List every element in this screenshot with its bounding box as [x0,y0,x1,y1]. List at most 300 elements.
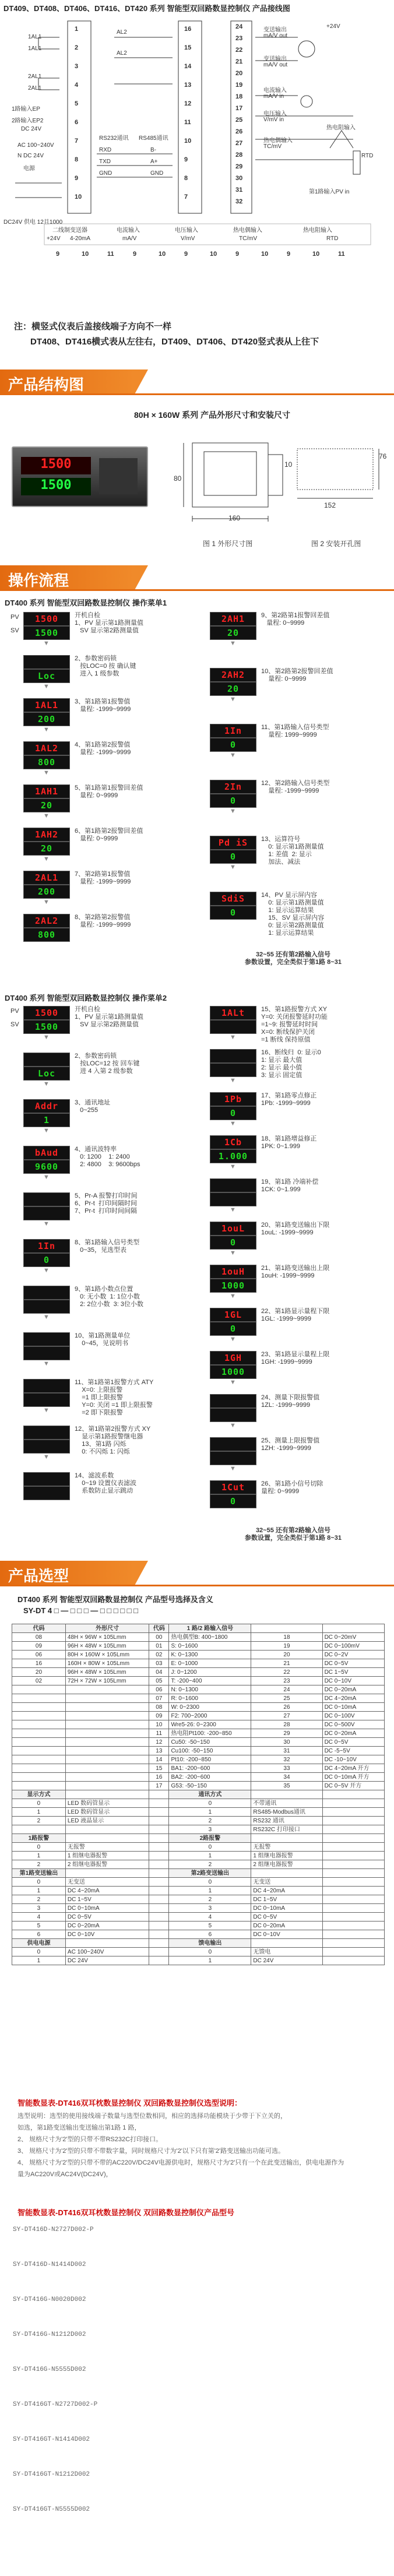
label-2al1-a: 2AL1 [28,73,42,80]
table-row [12,1624,385,1633]
table-cell: DC 1~5V [322,1668,384,1677]
table-cell: 4 [12,1913,66,1922]
lcd-lower: 20 [23,798,70,812]
table-cell [12,1764,66,1773]
terminal-number: 10 [159,251,166,258]
table-cell [322,1860,384,1869]
terminal-number: 10 [184,138,192,145]
sig-4-20ma: 4-20mA [70,235,91,242]
table-cell [12,1782,66,1790]
step-arrow: ▼ [43,856,50,863]
table-cell: DC 0~5V [65,1913,149,1922]
menu-step-text: 12、第1路第2报警方式 XY 显示第1路报警继电器 13、第1路 闪烁 0: 不闪烁 1: 闪烁 [75,1426,151,1455]
menu-step-text: 23、第1路显示量程上限 1GH: -1999~9999 [261,1351,330,1366]
table-cell: 14 [149,1755,169,1764]
table-cell: 无报警 [65,1843,149,1852]
table-cell [65,1773,149,1782]
table-cell: R: 0~1600 [169,1694,251,1703]
label-input-ep2: 2路输入EP2 [12,118,44,124]
terminal-number: 11 [107,251,114,258]
table-row [12,1799,385,1808]
table-cell [149,1948,169,1956]
table-cell: 07 [149,1694,169,1703]
model-item[interactable]: SY-DT416GT-N1212D002 [13,2471,90,2478]
lcd-upper: 2In [210,780,256,794]
model-item[interactable]: SY-DT416D-N1414D002 [13,2261,86,2268]
lcd-upper: 1500 [23,1006,70,1020]
table-cell [149,1834,169,1843]
lcd-lower: 800 [23,755,70,769]
menu-step-text: 18、第1路增益修正 1PK: 0~1.999 [261,1135,317,1150]
lcd-upper: 2AH1 [210,612,256,626]
table-cell: 25 [251,1694,322,1703]
lcd-upper: Pd iS [210,836,256,850]
table-cell [149,1956,169,1965]
terminal-number: 11 [184,119,191,126]
table-row [12,1869,385,1878]
table-cell [12,1694,66,1703]
step-arrow: ▼ [43,1267,50,1274]
pv-label: PV [10,614,19,621]
table-cell: 2路报警 [169,1834,251,1843]
terminal-number: 14 [184,63,192,70]
terminal-number: 9 [184,156,188,163]
menu-step-text: 10、第2路第2报警回差值 量程: 0~9999 [261,668,333,682]
lcd-lower: 1000 [210,1365,256,1379]
terminal-number: 3 [75,63,79,70]
table-row [12,1764,385,1773]
menu-step-text: 6、第1路第2报警回差值 量程: 0~9999 [75,828,143,842]
lcd-upper: 1Cb [210,1135,256,1149]
table-cell [149,1922,169,1930]
table-cell: 32 [251,1755,322,1764]
table-row [12,1913,385,1922]
terminal-number: 10 [75,193,82,200]
cutout-drawing [291,431,391,548]
table-cell [322,1799,384,1808]
sig-rtd: RTD [326,235,339,242]
terminal-number: 11 [338,251,345,258]
table-cell: 1 组继电器报警 [251,1852,322,1860]
menu-step-text: 开机自检 1、PV 显示第1路测量值 SV 显示第2路测量值 [75,1006,143,1028]
table-cell: 无变送 [251,1878,322,1887]
table-cell: 无馈电 [251,1948,322,1956]
table-cell: 第2路变送输出 [169,1869,251,1878]
table-cell [65,1825,149,1834]
lcd-lower [210,1192,256,1206]
table-row [12,1817,385,1825]
label-tc-in: 热电偶输入 [263,138,293,144]
table-cell: DC -10~10V [322,1755,384,1764]
label-rxd: RXD [99,147,112,153]
label-dc24v: DC 24V [21,126,42,132]
table-cell: 4 [169,1913,251,1922]
table-cell: DC 0~5V [322,1659,384,1668]
terminal-number: 30 [235,175,243,182]
table-cell: DC 0~20mA [322,1685,384,1694]
label-al2-a: AL2 [117,29,127,36]
table-row [12,1825,385,1834]
table-cell: 29 [251,1729,322,1738]
menu-step-text: 9、第2路第1报警回差值 量程: 0~9999 [261,612,330,627]
table-row [12,1948,385,1956]
table-cell: 35 [251,1782,322,1790]
table-cell: DC 0~100V [322,1712,384,1720]
terminal-number: 10 [312,251,320,258]
table-cell: 06 [149,1685,169,1694]
lcd-upper: 1AH2 [23,828,70,842]
table-row [12,1685,385,1694]
table-cell: 无变送 [65,1878,149,1887]
terminal-number: 28 [235,152,243,159]
label-dc24v-supply: DC24V 供电 12且1000 [3,219,63,226]
table-row [12,1668,385,1677]
table-cell [251,1939,322,1948]
table-cell [322,1852,384,1860]
lcd-upper: 1GL [210,1308,256,1322]
table-cell: 13 [149,1747,169,1755]
menu-step-text: 2、参数密码锁 按LOC=12 按 回车键 进 4 入第 2 级参数 [75,1053,140,1075]
table-cell [65,1869,149,1878]
table-row [12,1922,385,1930]
table-row [12,1808,385,1817]
terminal-number: 7 [75,138,79,145]
label-rs485: RS485通讯 [139,135,168,142]
table-cell: 1 [169,1852,251,1860]
table-cell [322,1895,384,1904]
table-cell: 28 [251,1720,322,1729]
table-cell: DC 0~10V [251,1930,322,1939]
table-cell: 6 [12,1930,66,1939]
table-cell: LED 液晶显示 [65,1817,149,1825]
terminal-number: 22 [235,47,243,54]
type-tc: 热电偶输入 [233,227,262,234]
lcd-lower: Loc [23,1067,70,1081]
spec-line: 量为AC220V或AC24V(DC24V)， [17,2171,112,2178]
table-cell: 18 [251,1633,322,1642]
table-cell [251,1869,322,1878]
table-cell: DC 0~100mV [322,1642,384,1651]
sig-v-mv: V/mV [181,235,195,242]
type-2wire: 二线制变送器 [52,227,87,234]
structure-section-bar [0,369,394,395]
terminal-number: 29 [235,163,243,170]
model-item[interactable]: SY-DT416D-N2727D002-P [13,2226,94,2233]
model-item[interactable]: SY-DT416G-N0020D002 [13,2296,86,2303]
table-row [12,1852,385,1860]
table-cell [149,1860,169,1869]
table-cell: DC 0~20mA [251,1922,322,1930]
table-cell: BA2: -200~600 [169,1773,251,1782]
table-cell: 馈电输出 [169,1939,251,1948]
table-cell [65,1712,149,1720]
table-cell: 不带通讯 [251,1799,322,1808]
table-cell: 05 [149,1677,169,1685]
table-cell: 96H × 48W × 105Lmm [65,1642,149,1651]
lcd-lower: 9600 [23,1160,70,1174]
terminal-number: 2 [75,44,79,51]
table-cell [322,1624,384,1633]
step-arrow: ▼ [230,864,236,871]
table-cell: 1 [169,1956,251,1965]
table-cell [12,1712,66,1720]
table-cell: 2 [12,1817,66,1825]
table-cell: 20 [251,1651,322,1659]
outline-drawing [175,431,303,548]
table-cell: 30 [251,1738,322,1747]
lcd-upper: 1500 [23,612,70,626]
terminal-number: 13 [184,82,192,89]
label-gnd-a: GND [99,170,112,177]
table-cell [12,1825,66,1834]
table-cell: 无报警 [251,1843,322,1852]
table-cell [12,1720,66,1729]
table-cell: 代码 [12,1624,66,1633]
table-cell: 外形尺寸 [65,1624,149,1633]
table-row [12,1659,385,1668]
menu-step-text: 24、测量下限报警值 1ZL: -1999~9999 [261,1394,320,1409]
table-row [12,1790,385,1799]
table-cell: 通讯方式 [169,1790,251,1799]
table-cell [12,1755,66,1764]
label-tc-mv: TC/mV [263,143,282,150]
table-cell [12,1773,66,1782]
table-cell: LED 数码管显示 [65,1799,149,1808]
label-current-in: 电流输入 [263,87,287,94]
table-row [12,1677,385,1685]
table-cell: 19 [251,1642,322,1651]
label-voltage-in: 电压输入 [263,111,287,117]
table-row [12,1930,385,1939]
table-cell: DC 0~10mA [251,1904,322,1913]
table-cell [322,1878,384,1887]
model-item[interactable]: SY-DT416GT-N1414D002 [13,2436,90,2443]
flow2-footer: 32~55 还有第2路输入信号 参数设置，完全类似于第1路 8~31 [245,1527,342,1542]
table-row [12,1895,385,1904]
flow1-footer: 32~55 还有第2路输入信号 参数设置，完全类似于第1路 8~31 [245,951,342,966]
table-cell [149,1808,169,1817]
table-cell: DC 0~5V 开方 [322,1782,384,1790]
step-arrow: ▼ [43,1360,50,1367]
step-arrow: ▼ [230,640,236,647]
table-cell [322,1808,384,1817]
table-cell: 0 [12,1843,66,1852]
table-cell: DC 0~10mA [322,1703,384,1712]
model-item[interactable]: SY-DT416G-N5555D002 [13,2366,86,2373]
table-cell: DC 0~2V [322,1651,384,1659]
table-cell: 27 [251,1712,322,1720]
terminal-number: 1 [75,26,79,33]
label-b-minus: B- [150,147,156,153]
lcd-upper [23,1053,70,1067]
table-cell: 72H × 72W × 105Lmm [65,1677,149,1685]
table-cell [65,1939,149,1948]
table-cell: 12 [149,1738,169,1747]
step-arrow: ▼ [43,1174,50,1181]
table-cell: 热电偶型B: 400~1800 [169,1633,251,1642]
lcd-upper: 1In [210,724,256,738]
terminal-number: 26 [235,128,243,135]
table-cell: 2 [169,1860,251,1869]
model-item[interactable]: SY-DT416G-N1212D002 [13,2331,86,2338]
table-cell: DC 24V [251,1956,322,1965]
table-cell [251,1834,322,1843]
lcd-lower: 1.000 [210,1149,256,1163]
table-row [12,1773,385,1782]
table-row [12,1633,385,1642]
table-cell [149,1913,169,1922]
table-cell: 第1路变送输出 [12,1869,66,1878]
terminal-number: 10 [82,251,89,258]
table-cell [322,1922,384,1930]
spec-line: 4、 规格尺寸为'2'型的只带不带的AC220V/DC24V电源供电时，规格尺寸为'2'只有一个在此变送输出，供电电源作为 [17,2159,344,2166]
table-cell: DC 0~10mA [65,1904,149,1913]
terminal-number: 10 [210,251,217,258]
lcd-lower: 0 [210,794,256,808]
table-cell: 48H × 96W × 105Lmm [65,1633,149,1642]
table-cell [12,1703,66,1712]
table-row [12,1747,385,1755]
lcd-lower: 0 [210,850,256,864]
step-arrow: ▼ [230,752,236,759]
terminal-number: 20 [235,70,243,77]
dim-76: 76 [379,452,387,460]
table-cell: 02 [12,1677,66,1685]
table-cell [149,1930,169,1939]
spec-title[interactable]: 智能数显表-DT416双耳枕数显控制仪 双回路数显控制仪选型说明： [17,2099,242,2107]
table-row [12,1755,385,1764]
label-1al1-a: 1AL1 [28,34,42,40]
terminal-number: 8 [75,156,79,163]
model-item[interactable]: SY-DT416GT-N5555D002 [13,2506,90,2513]
step-arrow: ▼ [230,1034,236,1041]
label-rs232: RS232通讯 [99,135,129,142]
table-cell: 23 [251,1677,322,1685]
table-cell: 6 [169,1930,251,1939]
menu-step-text: 26、第1路小信号切除 量程: 0~9999 [261,1480,323,1495]
table-cell [65,1782,149,1790]
lcd-upper: 2AL1 [23,871,70,885]
table-cell [149,1895,169,1904]
label-ma-v-out-b: mA/V out [263,62,288,68]
fig1-caption: 图 1 外形尺寸图 [203,540,253,548]
table-cell: K: 0~1300 [169,1651,251,1659]
table-cell: 0 [12,1799,66,1808]
menu-step-text: 12、第2路输入信号类型 量程: -1999~9999 [261,780,330,794]
table-cell [322,1939,384,1948]
menu-step-text: 开机自检 1、PV 显示第1路测量值 SV 显示第2路测量值 [75,612,143,634]
table-cell: 08 [149,1703,169,1712]
model-item[interactable]: SY-DT416GT-N2727D002-P [13,2401,98,2408]
table-cell: DC 0~10mA 开方 [322,1773,384,1782]
table-cell: 16 [12,1659,66,1668]
table-cell: AC 100~240V [65,1948,149,1956]
table-row [12,1642,385,1651]
label-ma-v-out-a: mA/V out [263,33,288,39]
terminal-number: 9 [133,251,137,258]
table-cell: 80H × 160W × 105Lmm [65,1651,149,1659]
terminal-number: 4 [75,82,79,89]
step-arrow: ▼ [230,1422,236,1429]
step-arrow: ▼ [230,1077,236,1084]
step-arrow: ▼ [230,1250,236,1257]
table-cell: 16 [149,1773,169,1782]
terminal-number: 5 [75,100,79,107]
lcd-upper [23,1286,70,1300]
step-arrow: ▼ [43,640,50,647]
menu-step-text: 25、测量上限报警值 1ZH: -1999~9999 [261,1437,320,1452]
table-cell [65,1720,149,1729]
lcd-lower: 800 [23,928,70,942]
table-cell: 1 组继电器报警 [65,1852,149,1860]
table-cell [65,1685,149,1694]
table-cell: DC 0~20mV [322,1633,384,1642]
lcd-upper [23,1472,70,1486]
table-row [12,1904,385,1913]
lcd-lower [23,1393,70,1407]
table-cell [65,1694,149,1703]
lcd-lower [210,1451,256,1465]
label-a-plus: A+ [150,159,158,165]
menu-step-text: 22、第1路显示量程下限 1GL: -1999~9999 [261,1308,330,1322]
lcd-lower: 1000 [210,1279,256,1293]
table-cell [251,1624,322,1633]
lcd-upper [23,1192,70,1206]
spec-line: 3、 规格尺寸为'2'型的只带不带数字量，同时规格尺寸为'2'以下只有第'2'路变送输出功能可选。 [17,2148,285,2155]
terminal-number: 9 [75,175,79,182]
table-row [12,1887,385,1895]
table-cell: 2 [169,1895,251,1904]
table-cell: 17 [149,1782,169,1790]
lcd-lower: 0 [210,1106,256,1120]
table-row [12,1694,385,1703]
table-cell: 2 [12,1895,66,1904]
lcd-upper: 2AL2 [23,914,70,928]
step-arrow: ▼ [230,1379,236,1386]
dim-152: 152 [324,501,336,509]
table-cell: 0 [169,1948,251,1956]
step-arrow: ▼ [43,899,50,906]
table-cell: 22 [251,1668,322,1677]
table-cell [149,1878,169,1887]
table-cell: 0 [169,1878,251,1887]
table-cell: 1 [12,1852,66,1860]
table-cell: 2 [169,1817,251,1825]
table-cell: 00 [149,1633,169,1642]
table-cell: DC 24V [65,1956,149,1965]
terminal-number: 9 [184,251,188,258]
lcd-upper [210,1049,256,1063]
terminal-number: 12 [184,100,192,107]
lcd-lower: 200 [23,885,70,899]
lcd-upper: 1In [23,1239,70,1253]
label-2al1-b: 2AL1 [28,85,42,92]
dim-80: 80 [174,474,182,483]
dim-160: 160 [228,514,241,522]
table-cell: 09 [149,1712,169,1720]
label-v-mv-in: V/mV in [263,117,284,123]
label-transmit-out-a: 变送输出 [263,27,287,33]
label-al2-b: AL2 [117,50,127,57]
menu-step-text: 17、第1路零点修正 1Pb: -1999~9999 [261,1092,317,1107]
table-cell: 供电电源 [12,1939,66,1948]
table-cell [322,1817,384,1825]
flow2-title: DT400 系列 智能型双回路数显控制仪 操作菜单2 [5,994,167,1002]
table-cell [322,1843,384,1852]
table-cell: 2 [12,1860,66,1869]
model-title[interactable]: 智能数显表-DT416双耳枕数显控制仪 双回路数显控制仪产品型号 [17,2208,234,2217]
table-cell [322,1956,384,1965]
